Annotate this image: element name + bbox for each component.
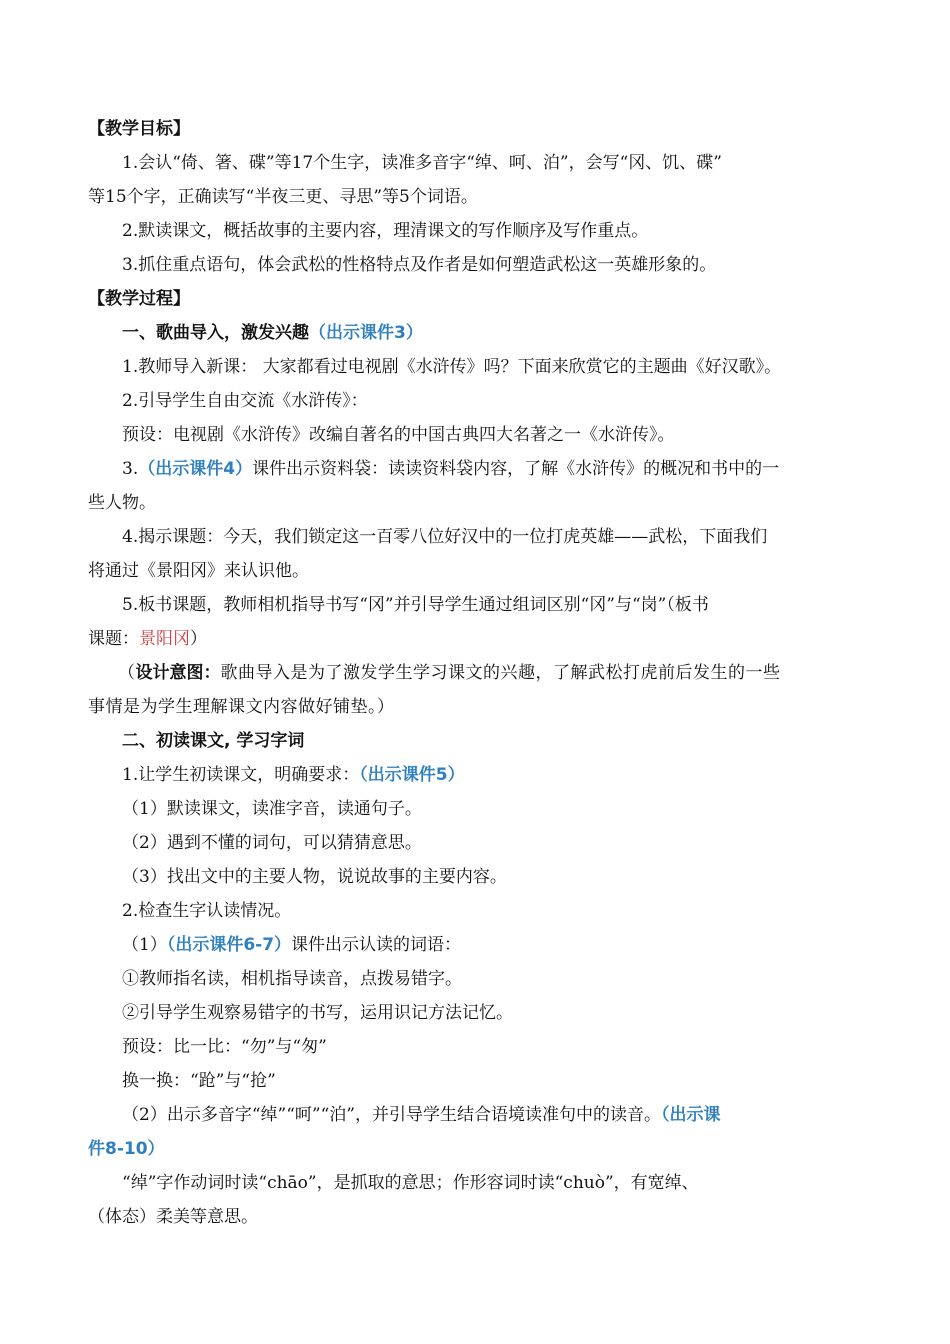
courseware-ref: （出示课件5） <box>359 765 465 785</box>
intent-text: 歌曲导入是为了激发学生学习课文的兴趣，了解武松打虎前后发生的一些 <box>220 663 781 683</box>
section1-paragraph-2: 2.引导学生自由交流《水浒传》： <box>122 391 368 411</box>
objective-item-2: 2.默读课文，概括故事的主要内容，理清课文的写作顺序及写作重点。 <box>122 221 649 241</box>
section1-paragraph-5: 5.板书课题，教师相机指导书写“冈”并引导学生通过组词区别“冈”与“岗”（板书 <box>122 595 709 615</box>
paragraph-text: 1.让学生初读课文，明确要求： <box>122 765 360 785</box>
section1-paragraph-3 <box>88 452 878 486</box>
courseware-ref: （出示课件4） <box>138 459 253 479</box>
requirement-2: （2）遇到不懂的词句，可以猜猜意思。 <box>122 833 422 853</box>
polyphone-note: “绰”字作动词时读“chāo”，是抓取的意思；作形容词时读“chuò”，有宽绰、 <box>122 1173 699 1193</box>
check-item-2 <box>88 1098 878 1132</box>
polyphone-note-cont: （体态）柔美等意思。 <box>88 1207 258 1227</box>
section2-paragraph-2: 2.检查生字认读情况。 <box>122 901 292 921</box>
requirement-1: （1）默读课文，读准字音，读通句子。 <box>122 799 422 819</box>
objective-item-1-cont: 等15个字，正确读写“半夜三更、寻思”等5个词语。 <box>88 187 478 207</box>
board-title-suffix: ） <box>190 629 207 649</box>
section1-paragraph-4-cont: 将通过《景阳冈》来认识他。 <box>88 561 309 581</box>
check-item-number: （1） <box>122 935 167 955</box>
section1-paragraph-5-cont <box>88 622 878 656</box>
objective-item-1: 1.会认“倚、箸、碟”等17个生字，读准多音字“绰、呵、泊”，会写“冈、饥、碟” <box>122 153 722 173</box>
courseware-ref: （出示课 <box>660 1105 721 1125</box>
preset-swap: 换一换：“跄”与“抢” <box>122 1071 276 1091</box>
courseware-ref: （出示课件6-7） <box>166 935 292 955</box>
section1-paragraph-4: 4.揭示课题：今天，我们锁定这一百零八位好汉中的一位打虎英雄——武松，下面我们 <box>122 527 768 547</box>
step-circle-1: ①教师指名读，相机指导读音，点拨易错字。 <box>122 969 462 989</box>
check-item-1 <box>88 928 878 962</box>
process-heading: 【教学过程】 <box>88 289 190 309</box>
board-title-prefix: 课题： <box>88 629 139 649</box>
section2-title: 二、初读课文, 学习字词 <box>122 731 305 751</box>
section2-paragraph-1 <box>88 758 878 792</box>
section1-paragraph-1: 1.教师导入新课： 大家都看过电视剧《水浒传》吗？下面来欣赏它的主题曲《好汉歌》。 <box>122 357 782 377</box>
preset-compare: 预设：比一比：“勿”与“匆” <box>122 1037 327 1057</box>
paragraph-text: 课件出示资料袋：读读资料袋内容，了解《水浒传》的概况和书中的一 <box>252 459 780 479</box>
section1-paragraph-3-cont: 些人物。 <box>88 493 156 513</box>
objectives-heading: 【教学目标】 <box>88 119 190 139</box>
check-item-text: 课件出示认读的词语： <box>291 935 462 955</box>
courseware-ref-cont: 件8-10） <box>88 1139 165 1159</box>
intent-open: （ <box>118 663 136 683</box>
requirement-3: （3）找出文中的主要人物，说说故事的主要内容。 <box>122 867 507 887</box>
courseware-ref: （出示课件3） <box>309 323 423 343</box>
check-item-2-cont <box>88 1132 878 1166</box>
board-title: 景阳冈 <box>139 629 190 649</box>
design-intent <box>88 656 878 690</box>
intent-label: 设计意图： <box>135 663 221 683</box>
section1-title <box>88 316 878 350</box>
lesson-plan-page <box>88 112 878 1234</box>
step-circle-2: ②引导学生观察易错字的书写，运用识记方法记忆。 <box>122 1003 513 1023</box>
section1-preset: 预设：电视剧《水浒传》改编自著名的中国古典四大名著之一《水浒传》。 <box>122 425 675 445</box>
design-intent-cont: 事情是为学生理解课文内容做好铺垫。） <box>88 697 395 717</box>
section1-title-text: 一、歌曲导入，激发兴趣 <box>122 323 309 343</box>
check-item-text: （2）出示多音字“绰”“呵”“泊”，并引导学生结合语境读准句中的读音。 <box>122 1105 661 1125</box>
objective-item-3: 3.抓住重点语句，体会武松的性格特点及作者是如何塑造武松这一英雄形象的。 <box>122 255 717 275</box>
paragraph-number: 3. <box>122 459 139 479</box>
